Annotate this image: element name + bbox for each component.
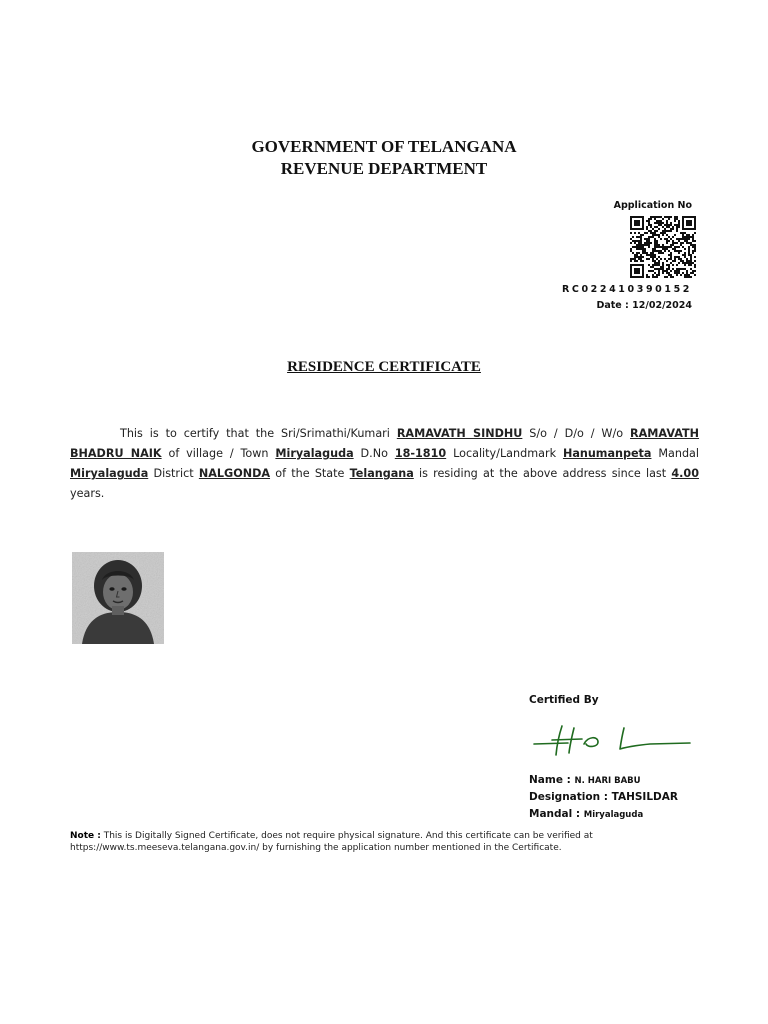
certified-by-label: Certified By xyxy=(529,694,599,706)
date-value: 12/02/2024 xyxy=(632,300,692,311)
body-text-8: of the State xyxy=(275,467,345,480)
signatory-mandal-label: Mandal : xyxy=(529,808,581,820)
verification-note xyxy=(70,830,710,854)
signature-image xyxy=(532,722,692,756)
certificate-body xyxy=(70,424,699,504)
body-text-5: Locality/Landmark xyxy=(453,447,557,460)
signatory-mandal: Miryalaguda xyxy=(583,810,644,820)
body-text-10: years. xyxy=(70,487,105,500)
application-number: RC022410390152 xyxy=(561,284,692,295)
applicant-name: RAMAVATH SINDHU xyxy=(396,427,523,440)
body-text-7: District xyxy=(153,467,194,480)
body-text-9: is residing at the above address since last xyxy=(419,467,667,480)
signatory-mandal-row xyxy=(529,808,643,820)
applicant-photo xyxy=(72,552,164,644)
signatory-name-label: Name : xyxy=(529,774,571,786)
department-title: REVENUE DEPARTMENT xyxy=(280,159,488,178)
state-name: Telangana xyxy=(349,467,414,480)
body-text-6: Mandal xyxy=(658,447,700,460)
date-row xyxy=(596,300,692,311)
door-number: 18-1810 xyxy=(394,447,447,460)
government-title: GOVERNMENT OF TELANGANA xyxy=(251,137,517,156)
district-name: NALGONDA xyxy=(198,467,271,480)
locality-name: Hanumanpeta xyxy=(562,447,652,460)
residence-years: 4.00 xyxy=(671,467,699,480)
application-number-label: Application No xyxy=(613,200,692,211)
body-text-3: of village / Town xyxy=(168,447,269,460)
signatory-name-row xyxy=(529,774,641,786)
note-label: Note : xyxy=(70,831,101,841)
body-text-1: This is to certify that the Sri/Srimathi/Kumari xyxy=(120,427,390,440)
qr-code-icon xyxy=(630,216,696,278)
body-text-4: D.No xyxy=(360,447,388,460)
village-name: Miryalaguda xyxy=(275,447,354,460)
designation-row xyxy=(529,791,678,803)
designation-label: Designation : xyxy=(529,791,608,803)
relation-name: RAMAVATH BHADRU NAIK xyxy=(70,427,700,460)
certificate-title: RESIDENCE CERTIFICATE xyxy=(287,359,481,375)
body-text-2: S/o / D/o / W/o xyxy=(529,427,624,440)
designation-value: TAHSILDAR xyxy=(611,791,678,803)
note-text: This is Digitally Signed Certificate, does not require physical signature. And this certificate can be verified at https://www.ts.meeseva.telangana.gov.in/ by furnishing the application number mentioned in the Certificate. xyxy=(70,831,593,853)
date-label: Date : xyxy=(596,300,629,311)
signatory-name: N. HARI BABU xyxy=(574,776,641,786)
mandal-name: Miryalaguda xyxy=(70,467,149,480)
